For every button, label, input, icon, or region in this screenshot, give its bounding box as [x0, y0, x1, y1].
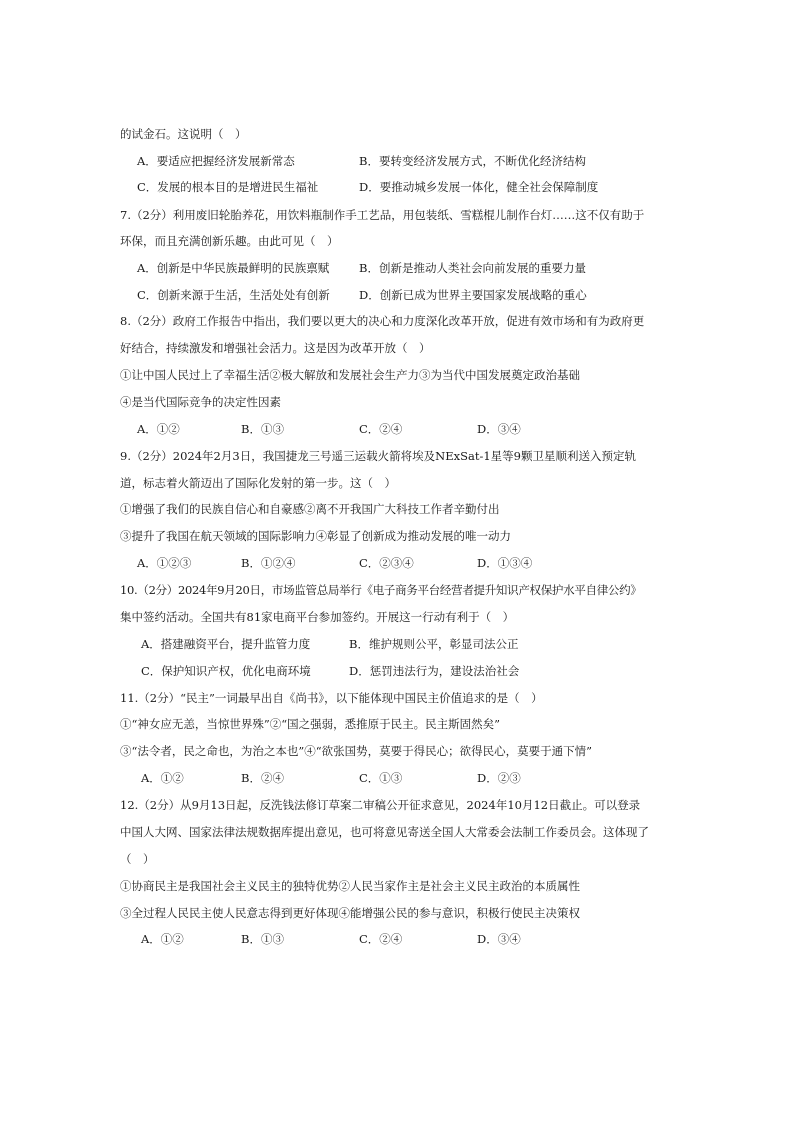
q8-option-a: A．①②: [137, 422, 180, 436]
q6-option-c: C．发展的根本目的是增进民生福祉: [137, 180, 319, 194]
q9-option-c: C．②③④: [359, 556, 414, 570]
q12-option-a: A．①②: [141, 932, 184, 946]
q6-option-d: D．要推动城乡发展一体化，健全社会保障制度: [359, 180, 599, 194]
q10-stem-line1: 10.（2分）2024年9月20日，市场监管总局举行《电子商务平台经营者提升知识产权保护水平自律公约》: [120, 583, 642, 597]
q12-stem-line3: （ ）: [120, 852, 155, 866]
q12-option-d: D．③④: [477, 932, 521, 946]
q9-option-b: B．①②④: [241, 556, 296, 570]
q10-option-d: D．惩罚违法行为，建设法治社会: [349, 664, 520, 678]
q8-items-line2: ④是当代国际竞争的决定性因素: [120, 395, 281, 409]
q9-stem-line2: 道，标志着火箭迈出了国际化发射的第一步。这（ ）: [120, 476, 396, 490]
q8-stem-line2: 好结合，持续激发和增强社会活力。这是因为改革开放（ ）: [120, 341, 431, 355]
q12-stem-line1: 12.（2分）从9月13日起，反洗钱法修订草案二审稿公开征求意见，2024年10月12日截止。可以登录: [120, 798, 641, 812]
q9-option-a: A．①②③: [137, 556, 192, 570]
q8-stem-line1: 8.（2分）政府工作报告中指出，我们要以更大的决心和力度深化改革开放，促进有效市场和有为政府更: [120, 314, 645, 328]
q10-option-c: C．保护知识产权，优化电商环境: [141, 664, 311, 678]
q7-option-a: A．创新是中华民族最鲜明的民族禀赋: [137, 261, 330, 275]
q12-option-b: B．①③: [241, 932, 284, 946]
q11-items-line1: ①“神女应无恙，当惊世界殊”②“国之强弱，悉推原于民主。民主斯固然矣”: [120, 717, 501, 731]
q7-option-c: C．创新来源于生活，生活处处有创新: [137, 288, 330, 302]
q12-items-line1: ①协商民主是我国社会主义民主的独特优势②人民当家作主是社会主义民主政治的本质属性: [120, 879, 580, 893]
q11-option-b: B．②④: [241, 771, 284, 785]
q9-option-d: D．①③④: [477, 556, 533, 570]
q6-option-a: A．要适应把握经济发展新常态: [137, 154, 295, 168]
q7-option-d: D．创新已成为世界主要国家发展战略的重心: [359, 288, 587, 302]
q6-option-b: B．要转变经济发展方式，不断优化经济结构: [359, 154, 586, 168]
q12-items-line2: ③全过程人民民主使人民意志得到更好体现④能增强公民的参与意识，积极行使民主决策权: [120, 906, 580, 920]
q10-option-b: B．维护规则公平，彰显司法公正: [349, 637, 519, 651]
q11-stem-line1: 11.（2分）“民主”一词最早出自《尚书》，以下能体现中国民主价值追求的是（ ）: [120, 691, 543, 705]
q7-stem-line2: 环保，而且充满创新乐趣。由此可见（ ）: [120, 234, 339, 248]
q11-items-line2: ③“法令者，民之命也，为治之本也”④“欲张国势，莫要于得民心；欲得民心，莫要于通下情”: [120, 744, 593, 758]
q12-stem-line2: 中国人大网、国家法律法规数据库提出意见，也可将意见寄送全国人大常委会法制工作委员会。这体现了: [120, 825, 649, 839]
q12-option-c: C．②④: [359, 932, 403, 946]
q8-option-d: D．③④: [477, 422, 521, 436]
q7-stem-line1: 7.（2分）利用废旧轮胎养花，用饮料瓶制作手工艺品，用包装纸、雪糕棍儿制作台灯……这不仅有助于: [120, 208, 645, 222]
q11-option-c: C．①③: [359, 771, 403, 785]
q9-stem-line1: 9.（2分）2024年2月3日，我国捷龙三号遥三运载火箭将埃及NExSat-1星等9颗卫星顺利送入预定轨: [120, 449, 637, 463]
q10-stem-line2: 集中签约活动。全国共有81家电商平台参加签约。开展这一行动有利于（ ）: [120, 610, 515, 624]
q11-option-a: A．①②: [141, 771, 184, 785]
q8-option-b: B．①③: [241, 422, 284, 436]
q9-items-line2: ③提升了我国在航天领域的国际影响力④彰显了创新成为推动发展的唯一动力: [120, 529, 511, 543]
q8-items-line1: ①让中国人民过上了幸福生活②极大解放和发展社会生产力③为当代中国发展奠定政治基础: [120, 368, 580, 382]
q6-stem: 的试金石。这说明（ ）: [120, 127, 247, 141]
q9-items-line1: ①增强了我们的民族自信心和自豪感②离不开我国广大科技工作者辛勤付出: [120, 502, 500, 516]
q7-option-b: B．创新是推动人类社会向前发展的重要力量: [359, 261, 586, 275]
q11-option-d: D．②③: [477, 771, 521, 785]
q10-option-a: A．搭建融资平台，提升监管力度: [141, 637, 311, 651]
q8-option-c: C．②④: [359, 422, 403, 436]
